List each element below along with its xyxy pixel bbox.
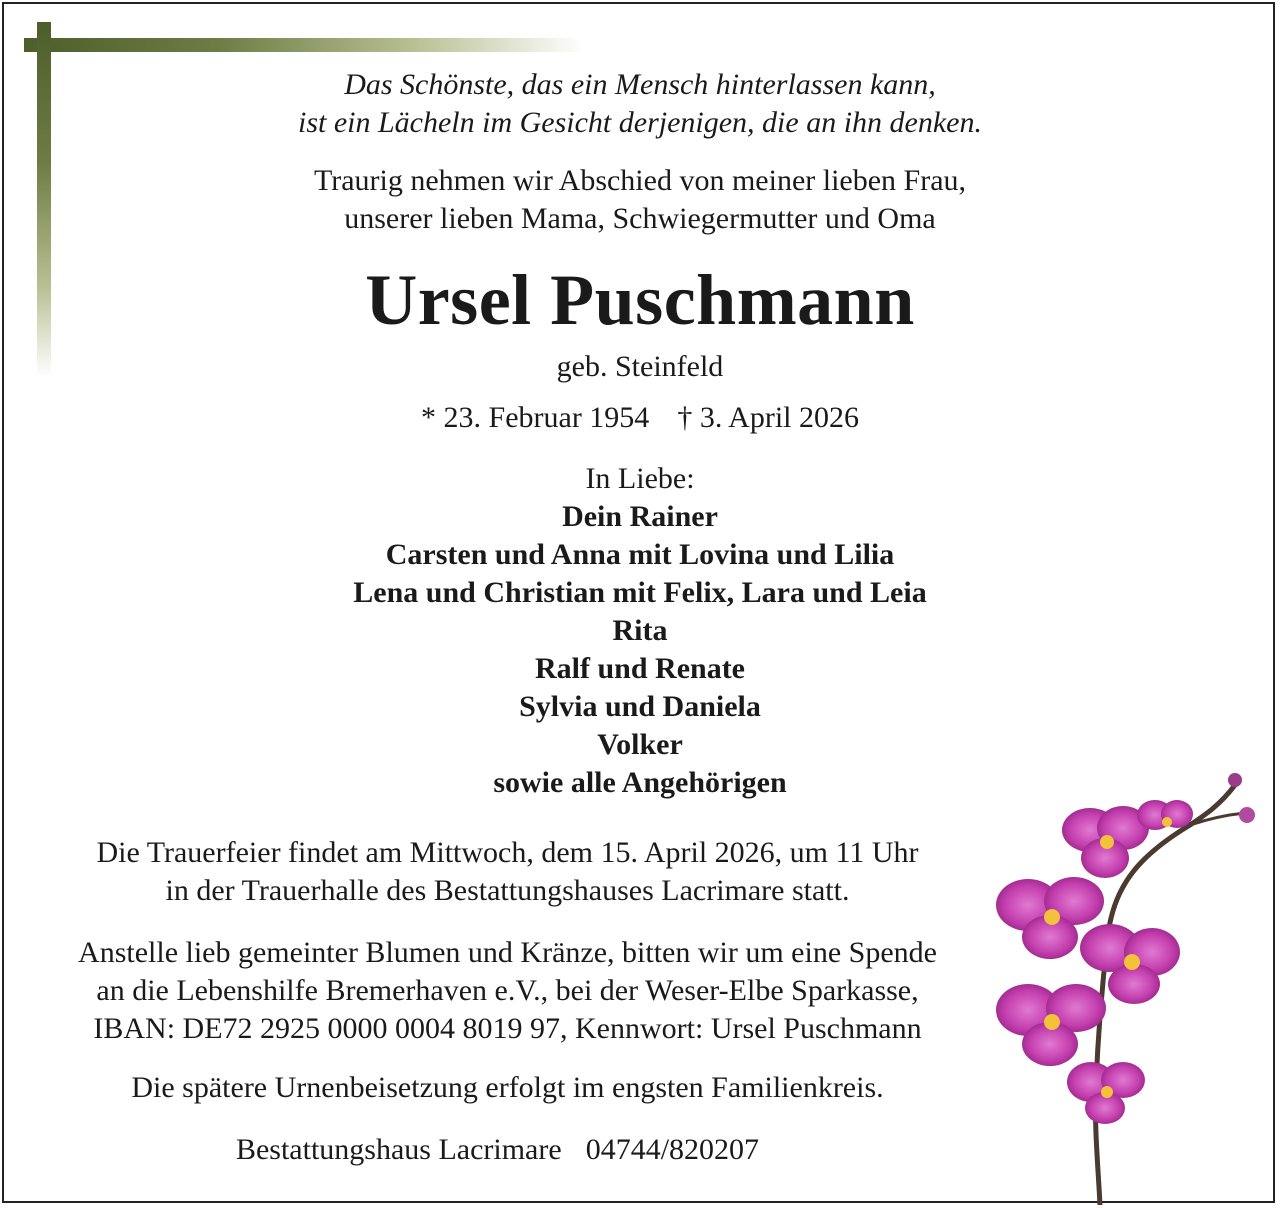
intro-line-1: Traurig nehmen wir Abschied von meiner lieben Frau,	[313, 164, 967, 197]
donation-info	[30, 934, 985, 1048]
mourner-name: Dein Rainer	[562, 500, 718, 533]
donation-line-2: an die Lebenshilfe Bremerhaven e.V., bei der Weser-Elbe Sparkasse,	[96, 974, 919, 1007]
service-line-1: Die Trauerfeier findet am Mittwoch, dem 15. April 2026, um 11 Uhr	[96, 836, 919, 869]
mourner-name: Rita	[612, 614, 668, 647]
death-date: † 3. April 2026	[677, 401, 859, 434]
deceased-name: Ursel Puschmann	[365, 260, 915, 340]
mourners-heading: In Liebe:	[585, 462, 695, 495]
maiden-name: geb. Steinfeld	[556, 350, 724, 383]
cross-horizontal-bar	[24, 38, 584, 52]
mourner-name: Lena und Christian mit Felix, Lara und Leia	[353, 576, 927, 609]
orchid-icon	[990, 765, 1260, 1205]
donation-line-1: Anstelle lieb gemeinter Blumen und Kränze, bitten wir um eine Spende	[78, 936, 937, 969]
quote-line-2: ist ein Lächeln im Gesicht derjenigen, die an ihn denken.	[297, 106, 982, 139]
donation-line-3: IBAN: DE72 2925 0000 0004 8019 97, Kennwort: Ursel Puschmann	[93, 1012, 922, 1045]
quote	[0, 66, 1280, 142]
service-line-2: in der Trauerhalle des Bestattungshauses Lacrimare statt.	[165, 874, 850, 907]
quote-line-1: Das Schönste, das ein Mensch hinterlassen kann,	[344, 68, 936, 101]
burial-info	[30, 1069, 985, 1107]
funeral-home-phone: 04744/820207	[585, 1133, 760, 1166]
maiden-name-block	[0, 348, 1280, 386]
mourner-name: Carsten und Anna mit Lovina und Lilia	[385, 538, 895, 571]
deceased-name-block	[0, 260, 1280, 340]
birth-date: * 23. Februar 1954	[421, 401, 650, 434]
funeral-home	[20, 1131, 975, 1169]
funeral-home-name: Bestattungshaus Lacrimare	[235, 1133, 562, 1166]
life-dates	[0, 399, 1280, 437]
burial-line: Die spätere Urnenbeisetzung erfolgt im engsten Familienkreis.	[131, 1071, 884, 1104]
mourner-name: Ralf und Renate	[534, 652, 745, 685]
service-info	[30, 834, 985, 910]
mourner-name: sowie alle Angehörigen	[493, 766, 787, 799]
intro-line-2: unserer lieben Mama, Schwiegermutter und Oma	[344, 202, 936, 235]
mourner-name: Sylvia und Daniela	[519, 690, 761, 723]
mourner-name: Volker	[597, 728, 683, 761]
mourners	[0, 460, 1280, 802]
intro	[0, 162, 1280, 238]
